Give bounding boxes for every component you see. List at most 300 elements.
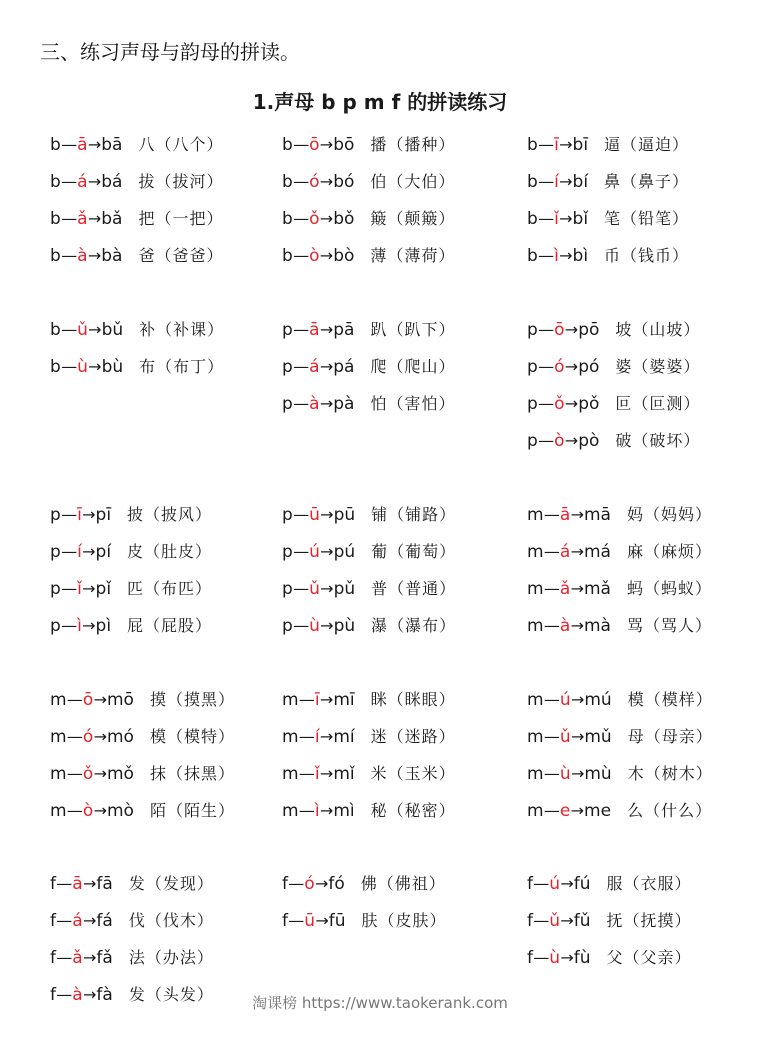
syllable: fá [96, 911, 113, 931]
arrow-icon: → [564, 320, 579, 339]
consonant: p [527, 320, 539, 340]
consonant: p [282, 579, 294, 599]
dash-connector: — [61, 172, 78, 191]
pinyin-row [527, 244, 689, 268]
arrow-icon: → [88, 357, 102, 376]
consonant: b [282, 209, 294, 229]
arrow-icon: → [88, 320, 102, 339]
arrow-icon: → [570, 579, 584, 598]
arrow-icon: → [83, 911, 97, 930]
dash-connector: — [61, 209, 78, 228]
syllable: mǐ [333, 764, 355, 784]
example-word: 屁（屁股） [127, 616, 213, 635]
arrow-icon: → [559, 135, 573, 154]
pinyin-row [282, 503, 456, 527]
pinyin-row [282, 207, 455, 231]
arrow-icon: → [564, 357, 579, 376]
arrow-icon: → [319, 690, 334, 709]
dash-connector: — [61, 320, 78, 339]
vowel-tone: ū [304, 911, 316, 931]
pinyin-row [282, 318, 455, 342]
consonant: f [50, 911, 57, 931]
syllable: bì [572, 246, 589, 266]
pinyin-row [50, 872, 214, 896]
vowel-tone: á [559, 542, 571, 562]
consonant: m [282, 764, 299, 784]
dash-connector: — [66, 690, 83, 709]
syllable: pá [333, 357, 355, 377]
pinyin-row [527, 762, 713, 786]
consonant: m [527, 690, 544, 710]
arrow-icon: → [320, 542, 334, 561]
pinyin-row [527, 318, 700, 342]
pinyin-row [282, 872, 446, 896]
pinyin-row [50, 318, 224, 342]
vowel-tone: ǔ [77, 320, 89, 340]
example-word: 伯（大伯） [370, 172, 456, 191]
dash-connector: — [56, 874, 73, 893]
syllable: mā [584, 505, 611, 525]
example-word: 披（披风） [127, 505, 213, 524]
dash-connector: — [533, 948, 550, 967]
arrow-icon: → [87, 246, 102, 265]
dash-connector: — [288, 911, 305, 930]
pinyin-row [527, 133, 689, 157]
vowel-tone: ǒ [554, 394, 565, 414]
vowel-tone: e [559, 801, 571, 821]
pinyin-row [527, 540, 712, 564]
pinyin-row [50, 170, 223, 194]
example-word: 叵（叵测） [615, 394, 701, 413]
example-word: 皮（肚皮） [127, 542, 213, 561]
dash-connector: — [538, 172, 555, 191]
syllable: me [584, 801, 612, 821]
dash-connector: — [61, 505, 78, 524]
dash-connector: — [293, 505, 310, 524]
dash-connector: — [66, 764, 83, 783]
vowel-tone: ō [82, 690, 94, 710]
arrow-icon: → [559, 246, 573, 265]
dash-connector: — [293, 135, 310, 154]
arrow-icon: → [93, 727, 107, 746]
syllable: bù [101, 357, 124, 377]
example-word: 骂（骂人） [626, 616, 712, 635]
vowel-tone: ó [82, 727, 94, 747]
dash-connector: — [56, 985, 73, 1004]
arrow-icon: → [319, 209, 334, 228]
arrow-icon: → [87, 172, 102, 191]
vowel-tone: ò [82, 801, 94, 821]
example-word: 模（模特） [149, 727, 235, 746]
syllable: mō [106, 690, 134, 710]
consonant: f [50, 874, 57, 894]
arrow-icon: → [319, 727, 334, 746]
example-word: 趴（趴下） [370, 320, 456, 339]
vowel-tone: ǒ [82, 764, 94, 784]
pinyin-row [50, 577, 212, 601]
consonant: f [50, 948, 57, 968]
syllable: fǔ [573, 911, 591, 931]
vowel-tone: ǒ [309, 209, 320, 229]
vowel-tone: ī [554, 135, 560, 155]
example-word: 普（普通） [371, 579, 457, 598]
syllable: mǒ [106, 764, 134, 784]
consonant: b [50, 209, 62, 229]
dash-connector: — [66, 801, 83, 820]
dash-connector: — [543, 690, 560, 709]
syllable: fó [328, 874, 345, 894]
dash-connector: — [66, 727, 83, 746]
example-word: 鼻（鼻子） [604, 172, 690, 191]
pinyin-row [282, 170, 455, 194]
dash-connector: — [543, 505, 560, 524]
vowel-tone: ó [304, 874, 315, 894]
arrow-icon: → [320, 616, 334, 635]
syllable: pǔ [333, 579, 356, 599]
arrow-icon: → [320, 579, 334, 598]
syllable: mú [584, 690, 612, 710]
syllable: fū [328, 911, 346, 931]
vowel-tone: à [309, 394, 320, 414]
consonant: b [50, 320, 62, 340]
arrow-icon: → [82, 505, 96, 524]
dash-connector: — [293, 246, 310, 265]
syllable: bǎ [101, 209, 123, 229]
pinyin-row [50, 688, 235, 712]
arrow-icon: → [319, 357, 334, 376]
consonant: m [527, 579, 544, 599]
vowel-tone: í [314, 727, 320, 747]
example-word: 布（布丁） [139, 357, 225, 376]
vowel-tone: á [72, 911, 84, 931]
syllable: mù [584, 764, 612, 784]
pinyin-row [527, 392, 700, 416]
example-word: 蚂（蚂蚁） [626, 579, 712, 598]
arrow-icon: → [83, 874, 97, 893]
dash-connector: — [293, 616, 310, 635]
consonant: m [50, 764, 67, 784]
consonant: m [282, 801, 299, 821]
example-word: 肤（皮肤） [361, 911, 447, 930]
arrow-icon: → [570, 801, 585, 820]
example-word: 模（模样） [627, 690, 713, 709]
vowel-tone: ǎ [72, 948, 84, 968]
dash-connector: — [293, 209, 310, 228]
example-word: 秘（秘密） [370, 801, 456, 820]
dash-connector: — [293, 172, 310, 191]
arrow-icon: → [560, 948, 574, 967]
vowel-tone: ì [554, 246, 560, 266]
dash-connector: — [293, 357, 310, 376]
consonant: b [282, 246, 294, 266]
syllable: bǐ [572, 209, 589, 229]
pinyin-row [50, 207, 223, 231]
arrow-icon: → [559, 172, 573, 191]
example-word: 木（树木） [627, 764, 713, 783]
arrow-icon: → [82, 616, 96, 635]
example-word: 摸（摸黑） [149, 690, 235, 709]
consonant: p [527, 394, 539, 414]
syllable: bā [101, 135, 123, 155]
arrow-icon: → [319, 764, 334, 783]
vowel-tone: ù [549, 948, 561, 968]
consonant: p [282, 542, 294, 562]
consonant: p [282, 394, 294, 414]
dash-connector: — [543, 616, 560, 635]
consonant: m [50, 727, 67, 747]
vowel-tone: ō [554, 320, 565, 340]
example-word: 爸（爸爸） [138, 246, 224, 265]
dash-connector: — [56, 948, 73, 967]
syllable: pō [578, 320, 600, 340]
syllable: mǔ [584, 727, 612, 747]
example-word: 坡（山坡） [615, 320, 701, 339]
consonant: p [50, 505, 62, 525]
example-word: 币（钱币） [604, 246, 690, 265]
pinyin-row [50, 614, 212, 638]
example-word: 破（破坏） [615, 431, 701, 450]
arrow-icon: → [315, 911, 329, 930]
vowel-tone: ú [549, 874, 561, 894]
example-word: 匹（布匹） [127, 579, 213, 598]
consonant: b [282, 135, 294, 155]
vowel-tone: ī [77, 505, 83, 525]
pinyin-row [527, 872, 692, 896]
example-word: 母（母亲） [627, 727, 713, 746]
pinyin-row [50, 762, 235, 786]
pinyin-row [282, 392, 455, 416]
syllable: mó [106, 727, 134, 747]
vowel-tone: ǎ [559, 579, 571, 599]
dash-connector: — [543, 764, 560, 783]
syllable: fú [573, 874, 591, 894]
consonant: p [527, 431, 539, 451]
syllable: bí [572, 172, 589, 192]
pinyin-row [527, 799, 712, 823]
pinyin-row [527, 577, 712, 601]
arrow-icon: → [87, 135, 102, 154]
consonant: m [527, 764, 544, 784]
arrow-icon: → [570, 505, 584, 524]
syllable: má [584, 542, 611, 562]
pinyin-row [50, 725, 235, 749]
pinyin-row [282, 614, 456, 638]
syllable: bà [101, 246, 123, 266]
dash-connector: — [293, 579, 310, 598]
example-word: 父（父亲） [606, 948, 692, 967]
vowel-tone: ì [314, 801, 320, 821]
vowel-tone: à [559, 616, 571, 636]
example-word: 婆（婆婆） [615, 357, 701, 376]
arrow-icon: → [319, 246, 334, 265]
vowel-tone: ò [309, 246, 320, 266]
pinyin-row [527, 355, 700, 379]
arrow-icon: → [570, 727, 585, 746]
syllable: pù [333, 616, 356, 636]
pinyin-row [282, 725, 456, 749]
pinyin-row [527, 170, 689, 194]
pinyin-row [282, 577, 456, 601]
consonant: m [527, 801, 544, 821]
vowel-tone: ó [309, 172, 320, 192]
consonant: f [50, 985, 57, 1005]
example-word: 发（发现） [128, 874, 214, 893]
consonant: f [282, 911, 289, 931]
vowel-tone: ò [554, 431, 565, 451]
dash-connector: — [538, 431, 555, 450]
arrow-icon: → [564, 431, 579, 450]
vowel-tone: ú [559, 690, 571, 710]
dash-connector: — [288, 874, 305, 893]
footer-watermark: 淘课榜 https://www.taokerank.com [252, 994, 508, 1012]
vowel-tone: ó [554, 357, 565, 377]
arrow-icon: → [83, 948, 97, 967]
pinyin-row [50, 909, 214, 933]
consonant: p [50, 579, 62, 599]
syllable: bǔ [101, 320, 124, 340]
dash-connector: — [538, 320, 555, 339]
pinyin-row [50, 355, 224, 379]
dash-connector: — [298, 801, 315, 820]
consonant: m [527, 727, 544, 747]
dash-connector: — [533, 874, 550, 893]
consonant: f [527, 874, 534, 894]
vowel-tone: í [77, 542, 83, 562]
dash-connector: — [543, 801, 560, 820]
consonant: b [527, 172, 539, 192]
consonant: m [282, 727, 299, 747]
dash-connector: — [61, 246, 78, 265]
arrow-icon: → [570, 542, 584, 561]
dash-connector: — [61, 542, 78, 561]
syllable: fā [96, 874, 113, 894]
arrow-icon: → [564, 394, 579, 413]
vowel-tone: ú [309, 542, 321, 562]
arrow-icon: → [319, 172, 334, 191]
vowel-tone: ā [72, 874, 84, 894]
vowel-tone: ǐ [77, 579, 83, 599]
pinyin-row [50, 503, 212, 527]
vowel-tone: à [72, 985, 84, 1005]
example-word: 拔（拔河） [138, 172, 224, 191]
dash-connector: — [538, 209, 555, 228]
section-heading: 三、练习声母与韵母的拼读。 [40, 40, 300, 64]
syllable: bó [333, 172, 355, 192]
dash-connector: — [543, 727, 560, 746]
pinyin-row [282, 355, 455, 379]
dash-connector: — [61, 135, 78, 154]
dash-connector: — [61, 357, 78, 376]
pinyin-row [527, 503, 712, 527]
example-word: 逼（逼迫） [604, 135, 690, 154]
dash-connector: — [293, 394, 310, 413]
example-word: 薄（薄荷） [370, 246, 456, 265]
consonant: b [50, 246, 62, 266]
dash-connector: — [538, 394, 555, 413]
vowel-tone: ī [314, 690, 320, 710]
syllable: fǎ [96, 948, 113, 968]
syllable: pǒ [578, 394, 600, 414]
example-word: 八（八个） [138, 135, 224, 154]
consonant: b [50, 357, 62, 377]
consonant: f [527, 911, 534, 931]
pinyin-row [527, 725, 713, 749]
syllable: bī [572, 135, 589, 155]
dash-connector: — [533, 911, 550, 930]
pinyin-row [50, 133, 223, 157]
syllable: mì [333, 801, 355, 821]
syllable: pǐ [95, 579, 112, 599]
pinyin-row [282, 133, 455, 157]
pinyin-row [282, 688, 456, 712]
arrow-icon: → [93, 690, 107, 709]
syllable: bǒ [333, 209, 355, 229]
syllable: bá [101, 172, 123, 192]
consonant: b [282, 172, 294, 192]
dash-connector: — [298, 727, 315, 746]
consonant: p [282, 505, 294, 525]
consonant: f [527, 948, 534, 968]
dash-connector: — [538, 246, 555, 265]
vowel-tone: ǎ [77, 209, 88, 229]
syllable: mī [333, 690, 355, 710]
consonant: m [527, 505, 544, 525]
arrow-icon: → [93, 764, 107, 783]
arrow-icon: → [320, 505, 334, 524]
syllable: pà [333, 394, 355, 414]
vowel-tone: ǔ [309, 579, 321, 599]
consonant: f [282, 874, 289, 894]
pinyin-row [527, 207, 689, 231]
pinyin-row [527, 688, 713, 712]
syllable: pí [95, 542, 112, 562]
syllable: mǎ [584, 579, 611, 599]
vowel-tone: ā [77, 135, 88, 155]
arrow-icon: → [560, 874, 574, 893]
example-word: 笔（铅笔） [604, 209, 690, 228]
syllable: pó [578, 357, 600, 377]
example-word: 播（播种） [370, 135, 456, 154]
arrow-icon: → [319, 394, 334, 413]
example-word: 法（办法） [128, 948, 214, 967]
syllable: pì [95, 616, 112, 636]
pinyin-row [527, 946, 692, 970]
example-word: 瀑（瀑布） [371, 616, 457, 635]
consonant: b [50, 135, 62, 155]
arrow-icon: → [560, 911, 574, 930]
syllable: pú [333, 542, 356, 562]
example-word: 麻（麻烦） [626, 542, 712, 561]
vowel-tone: ù [309, 616, 321, 636]
vowel-tone: á [309, 357, 320, 377]
pinyin-row [282, 244, 455, 268]
example-word: 爬（爬山） [370, 357, 456, 376]
syllable: mí [333, 727, 355, 747]
dash-connector: — [61, 616, 78, 635]
syllable: fù [573, 948, 591, 968]
arrow-icon: → [319, 135, 334, 154]
arrow-icon: → [93, 801, 107, 820]
pinyin-row [282, 540, 456, 564]
vowel-tone: á [77, 172, 88, 192]
example-word: 发（头发） [128, 985, 214, 1004]
consonant: p [282, 320, 294, 340]
dash-connector: — [543, 579, 560, 598]
vowel-tone: ù [559, 764, 571, 784]
example-word: 迷（迷路） [370, 727, 456, 746]
vowel-tone: ū [309, 505, 321, 525]
arrow-icon: → [570, 764, 585, 783]
